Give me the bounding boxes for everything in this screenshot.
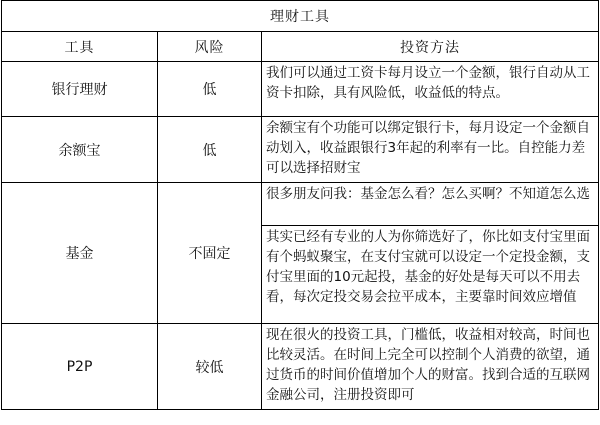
table-row [2, 117, 599, 183]
table-row [2, 62, 599, 117]
title-row [2, 1, 599, 32]
tool-name: 余额宝 [2, 117, 158, 183]
investment-method: 很多朋友问我：基金怎么看？怎么买啊？不知道怎么选 [262, 183, 599, 226]
risk-level: 不固定 [158, 183, 262, 324]
header-risk: 风险 [158, 32, 262, 62]
investment-method-detail: 其实已经有专业的人为你筛选好了，你比如支付宝里面有个蚂蚁聚宝，在支付宝就可以设定一个定投金额，支付宝里面的10元起投，基金的好处是每天可以不用去看，每次定投交易会拉平成本，主要靠时间效应增值 [262, 226, 599, 324]
table-row [2, 183, 599, 226]
finance-tools-table [1, 0, 599, 410]
header-method: 投资方法 [262, 32, 599, 62]
tool-name: 银行理财 [2, 62, 158, 117]
risk-level: 低 [158, 117, 262, 183]
header-row [2, 32, 599, 62]
table-title: 理财工具 [2, 1, 599, 32]
investment-method: 余额宝有个功能可以绑定银行卡，每月设定一个金额自动划入，收益跟银行3年起的利率有一比。自控能力差可以选择招财宝 [262, 117, 599, 183]
risk-level: 低 [158, 62, 262, 117]
investment-method: 我们可以通过工资卡每月设立一个金额，银行自动从工资卡扣除，具有风险低，收益低的特点。 [262, 62, 599, 117]
table-row [2, 324, 599, 410]
investment-method: 现在很火的投资工具，门槛低，收益相对较高，时间也比较灵活。在时间上完全可以控制个人消费的欲望，通过货币的时间价值增加个人的财富。找到合适的互联网金融公司，注册投资即可 [262, 324, 599, 410]
tool-name: 基金 [2, 183, 158, 324]
risk-level: 较低 [158, 324, 262, 410]
header-tool: 工具 [2, 32, 158, 62]
tool-name: P2P [2, 324, 158, 410]
